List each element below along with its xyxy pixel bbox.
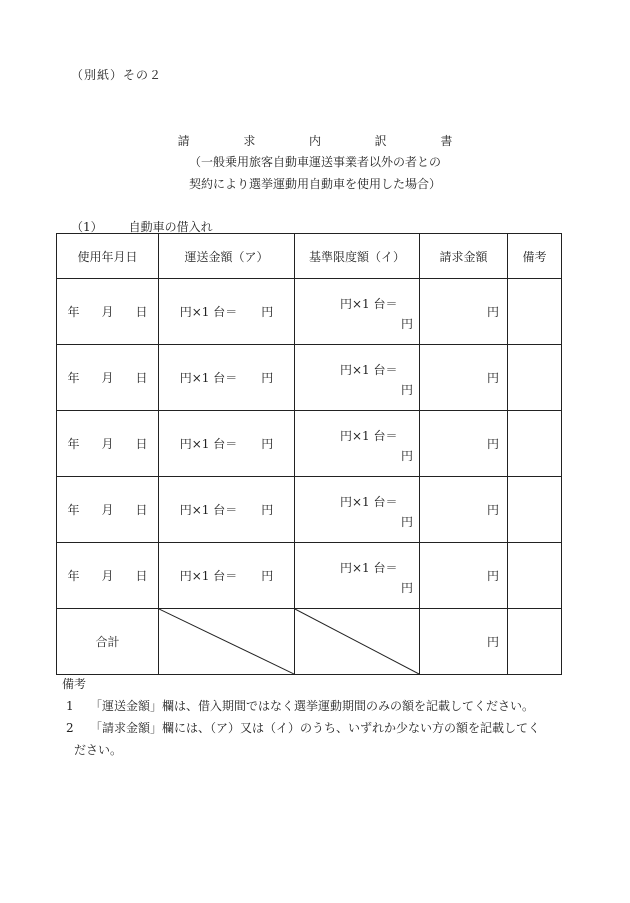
request-cell[interactable]: 円 <box>420 411 508 477</box>
document-title <box>0 132 630 149</box>
limit-line-1: 円×1 台＝ <box>340 363 398 377</box>
subtitle-line-1: （一般乗用旅客自動車運送事業者以外の者との <box>188 155 441 169</box>
date-day: 日 <box>135 503 148 517</box>
table-row <box>57 345 562 411</box>
remarks-cell[interactable] <box>508 411 562 477</box>
table-header-row <box>57 234 562 279</box>
date-month: 月 <box>101 437 114 451</box>
date-month: 月 <box>101 371 114 385</box>
table-row <box>57 411 562 477</box>
date-month: 月 <box>101 503 114 517</box>
limit-line-2: 円 <box>400 449 413 463</box>
table-row <box>57 279 562 345</box>
limit-line-2: 円 <box>400 581 413 595</box>
total-limit-crossed-cell <box>295 609 420 675</box>
limit-cell[interactable] <box>295 477 420 543</box>
col-header-date: 使用年月日 <box>57 234 159 279</box>
date-day: 日 <box>135 569 148 583</box>
date-day: 日 <box>135 371 148 385</box>
amount-cell[interactable]: 円×1 台＝ 円 <box>159 279 295 345</box>
limit-line-1: 円×1 台＝ <box>340 297 398 311</box>
note-item <box>66 697 534 714</box>
notes-heading: 備考 <box>62 677 87 691</box>
amount-cell[interactable]: 円×1 台＝ 円 <box>159 345 295 411</box>
date-year: 年 <box>67 437 80 451</box>
subtitle-line-2: 契約により選挙運動用自動車を使用した場合） <box>188 177 441 191</box>
date-cell[interactable] <box>57 543 159 609</box>
limit-line-2: 円 <box>400 383 413 397</box>
request-cell[interactable]: 円 <box>420 345 508 411</box>
remarks-cell[interactable] <box>508 345 562 411</box>
total-remarks-cell[interactable] <box>508 609 562 675</box>
date-cell[interactable] <box>57 345 159 411</box>
diagonal-strike <box>159 609 294 674</box>
amount-cell[interactable]: 円×1 台＝ 円 <box>159 411 295 477</box>
title-char: 請 <box>177 134 190 148</box>
date-year: 年 <box>67 371 80 385</box>
date-day: 日 <box>135 437 148 451</box>
limit-cell[interactable] <box>295 543 420 609</box>
date-cell[interactable] <box>57 477 159 543</box>
appendix-label: （別紙）その２ <box>71 68 163 82</box>
request-cell[interactable]: 円 <box>420 279 508 345</box>
limit-cell[interactable] <box>295 345 420 411</box>
col-header-request: 請求金額 <box>420 234 508 279</box>
section-title: 自動車の借入れ <box>128 220 213 234</box>
title-char: 求 <box>243 134 256 148</box>
table-row <box>57 543 562 609</box>
date-year: 年 <box>67 569 80 583</box>
limit-line-2: 円 <box>400 317 413 331</box>
limit-line-1: 円×1 台＝ <box>340 429 398 443</box>
title-char: 書 <box>440 134 453 148</box>
note-item <box>66 719 540 736</box>
title-char: 内 <box>308 134 321 148</box>
limit-line-1: 円×1 台＝ <box>340 495 398 509</box>
date-month: 月 <box>101 569 114 583</box>
remarks-cell[interactable] <box>508 543 562 609</box>
total-amount-crossed-cell <box>159 609 295 675</box>
note-text: 「運送金額」欄は、借入期間ではなく選挙運動期間のみの額を記載してください。 <box>90 699 535 713</box>
date-year: 年 <box>67 305 80 319</box>
limit-line-1: 円×1 台＝ <box>340 561 398 575</box>
request-cell[interactable]: 円 <box>420 477 508 543</box>
note-continuation: ださい。 <box>74 743 123 757</box>
col-header-limit: 基準限度額（イ） <box>295 234 420 279</box>
note-number: 2 <box>66 721 74 735</box>
limit-cell[interactable] <box>295 279 420 345</box>
total-request-cell[interactable]: 円 <box>420 609 508 675</box>
amount-cell[interactable]: 円×1 台＝ 円 <box>159 477 295 543</box>
remarks-cell[interactable] <box>508 279 562 345</box>
col-header-amount: 運送金額（ア） <box>159 234 295 279</box>
date-cell[interactable] <box>57 411 159 477</box>
col-header-remarks: 備考 <box>508 234 562 279</box>
limit-cell[interactable] <box>295 411 420 477</box>
date-month: 月 <box>101 305 114 319</box>
remarks-cell[interactable] <box>508 477 562 543</box>
total-label: 合計 <box>57 609 159 675</box>
date-day: 日 <box>135 305 148 319</box>
breakdown-table <box>56 233 562 675</box>
request-cell[interactable]: 円 <box>420 543 508 609</box>
total-row <box>57 609 562 675</box>
table-row <box>57 477 562 543</box>
diagonal-strike <box>295 609 419 674</box>
note-text: 「請求金額」欄には、（ア）又は（イ）のうち、いずれか少ない方の額を記載してく <box>90 721 541 735</box>
limit-line-2: 円 <box>400 515 413 529</box>
section-number: （1） <box>71 220 103 234</box>
date-year: 年 <box>67 503 80 517</box>
title-char: 訳 <box>374 134 387 148</box>
note-number: 1 <box>66 699 74 713</box>
amount-cell[interactable]: 円×1 台＝ 円 <box>159 543 295 609</box>
date-cell[interactable] <box>57 279 159 345</box>
